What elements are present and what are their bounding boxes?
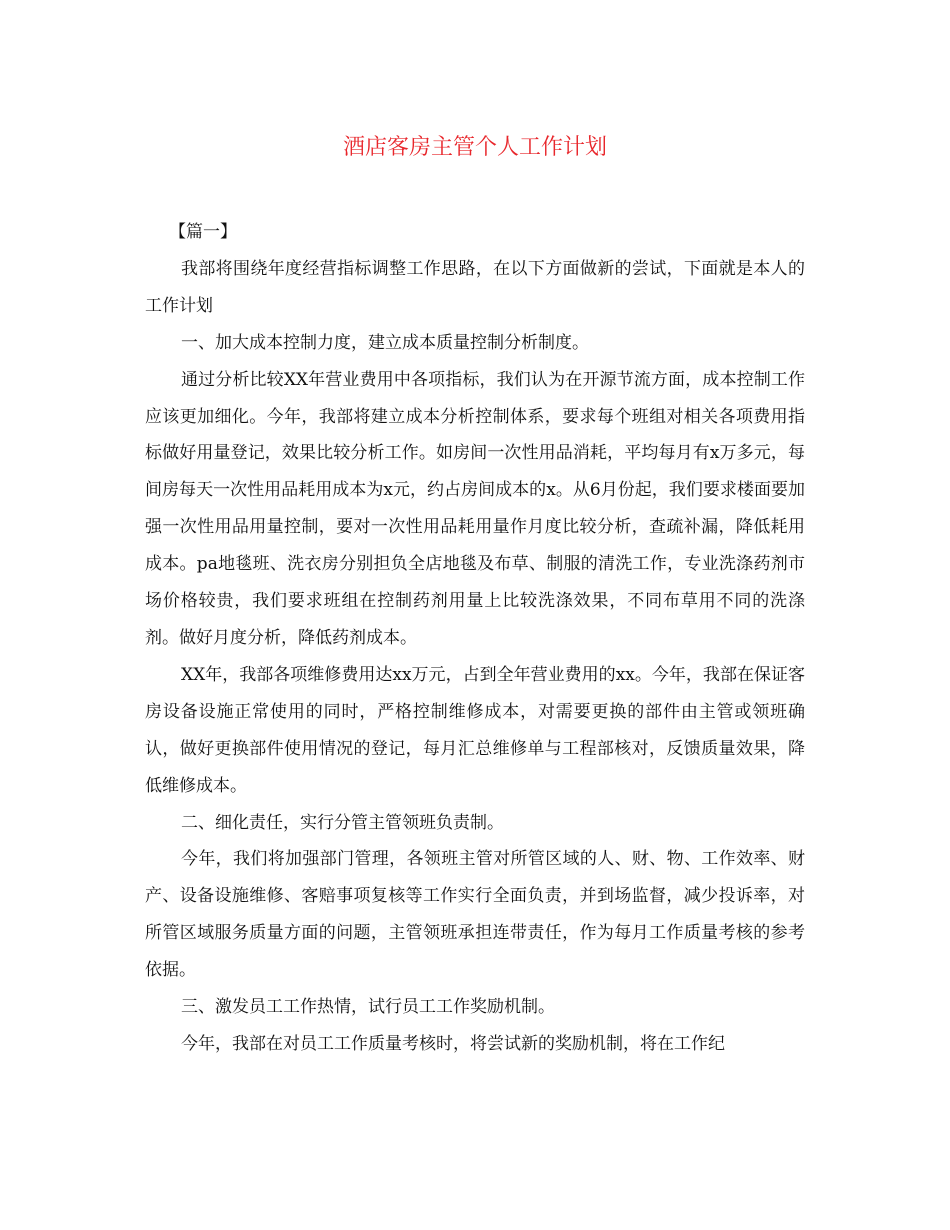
section-heading-1: 一、加大成本控制力度，建立成本质量控制分析制度。 (181, 332, 589, 353)
section-heading-3: 三、激发员工工作热情，试行员工工作奖励机制。 (181, 997, 555, 1018)
document-title: 酒店客房主管个人工作计划 (342, 135, 607, 160)
section-marker: 【篇一】 (169, 222, 237, 242)
body-paragraph: 通过分析比较XX年营业费用中各项指标，我们认为在开源节流方面，成本控制工作应该更加细化。今年，我部将建立成本分析控制体系，要求每个班组对相关各项费用指标做好用量登记，效果比较分析工作。如房间一次性用品消耗，平均每月有x万多元，每间房每天一次性用品耗用成本为x元，约占房间成本的x。从6月份起，我们要求楼面要加强一次性用品用量控制，要对一次性用品耗用量作月度比较分析，查疏补漏，降低耗用成本。pa地毯班、洗衣房分别担负全店地毯及布草、制服的清洗工作，专业洗涤药剂市场价格较贵，我们要求班组在控制药剂用量上比较洗涤效果，不同布草用不同的洗涤剂。做好月度分析，降低药剂成本。 (145, 369, 805, 648)
body-paragraph: XX年，我部各项维修费用达xx万元，占到全年营业费用的xx。今年，我部在保证客房设备设施正常使用的同时，严格控制维修成本，对需要更换的部件由主管或领班确认，做好更换部件使用情况的登记，每月汇总维修单与工程部核对，反馈质量效果，降低维修成本。 (145, 664, 805, 796)
document-body (145, 214, 805, 1063)
section-heading-2: 二、细化责任，实行分管主管领班负责制。 (181, 812, 504, 833)
body-paragraph: 今年，我部在对员工工作质量考核时，将尝试新的奖励机制，将在工作纪 (181, 1033, 725, 1054)
body-paragraph: 今年，我们将加强部门管理，各领班主管对所管区域的人、财、物、工作效率、财产、设备设施维修、客赔事项复核等工作实行全面负责，并到场监督，减少投诉率，对所管区域服务质量方面的问题，主管领班承担连带责任，作为每月工作质量考核的参考依据。 (145, 849, 805, 981)
intro-paragraph: 我部将围绕年度经营指标调整工作思路，在以下方面做新的尝试，下面就是本人的工作计划 (145, 258, 805, 316)
